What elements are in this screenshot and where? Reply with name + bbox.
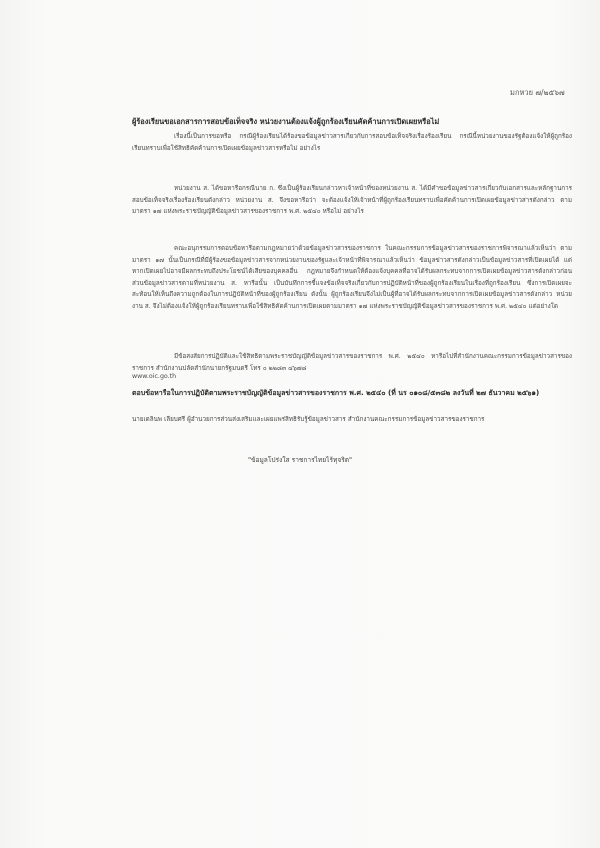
paragraph-opinion [132, 243, 572, 313]
slogan: "ข้อมูลโปร่งใส ราชการไทยไร้ทุจริต" [247, 456, 353, 464]
paragraph-contact [132, 351, 572, 374]
decision-reference: ตอบข้อหารือในการปฏิบัติตามพระราชบัญญัติข้อมูลข่าวสารของราชการ พ.ศ. ๒๕๔๐ (ที่ นร ๐๑๐๘/๕๓๘๒ ลงวันที่ ๒๗ ธันวาคม ๒๕๖๑) [132, 389, 540, 397]
paragraph-text: หน่วยงาน ส. ได้ขอหารือกรณีนาย ก. ซึ่งเป็นผู้ร้องเรียนกล่าวหาเจ้าหน้าที่ของหน่วยงาน ส. ได้มีคำขอข้อมูลข่าวสารเกี่ยวกับเอกสารและหลักฐานการสอบข้อเท็จจริงเรื่องร้องเรียนดังกล่าว หน่วยงาน ส. จึงขอหารือว่า จะต้องแจ้งให้เจ้าหน้าที่ผู้ถูกร้องเรียนทราบเพื่อคัดค้านการเปิดเผยข้อมูลข่าวสารดังกล่าว ตามมาตรา ๑๗ แห่งพระราชบัญญัติข้อมูลข่าวสารของราชการ พ.ศ. ๒๕๔๐ หรือไม่ อย่างไร [132, 185, 572, 216]
paragraph-question [132, 131, 572, 154]
paragraph-facts [132, 183, 572, 218]
signer-info: นายเดลินพ เลียบศรี ผู้อำนวยการส่วนส่งเสริมและเผยแพร่สิทธิรับรู้ข้อมูลข่าวสาร สำนักงานคณะกรรมการข้อมูลข่าวสารของราชการ [132, 416, 485, 423]
reference-number: มกหวย ๗/๒๕๖๗ [510, 88, 565, 97]
paragraph-text: เรื่องนี้เป็นการขอหรือ กรณีผู้ร้องเรียนได้ร้องขอข้อมูลข่าวสารเกี่ยวกับการสอบข้อเท็จจริงเรื่องร้องเรียน กรณีนี้หน่วยงานของรัฐต้องแจ้งให้ผู้ถูกร้องเรียนทราบเพื่อใช้สิทธิคัดค้านการเปิดเผยข้อมูลข่าวสารหรือไม่ อย่างไร [132, 133, 572, 152]
paragraph-text: มีข้อสงสัยการปฏิบัติและใช้สิทธิตามพระราชบัญญัติข้อมูลข่าวสารของราชการ พ.ศ. ๒๕๔๐ หารือไปที่สำนักงานคณะกรรมการข้อมูลข่าวสารของราชการ สำนักงานปลัดสำนักนายกรัฐมนตรี โทร ๐ ๒๒๘๓ ๔๖๗๘ [132, 353, 572, 372]
document-title: ผู้ร้องเรียนขอเอกสารการสอบข้อเท็จจริง หน่วยงานต้องแจ้งผู้ถูกร้องเรียนคัดค้านการเปิดเผยหรือไม่ [132, 117, 440, 126]
paragraph-text: คณะอนุกรรมการตอบข้อหารือตามกฎหมายว่าด้วยข้อมูลข่าวสารของราชการ ในคณะกรรมการข้อมูลข่าวสารของราชการพิจารณาแล้วเห็นว่า ตามมาตรา ๑๗ นั้นเป็นกรณีที่มีผู้ร้องขอข้อมูลข่าวสารจากหน่วยงานของรัฐและเจ้าหน้าที่พิจารณาแล้วเห็นว่า ข้อมูลข่าวสารดังกล่าวเป็นข้อมูลข่าวสารที่เปิดเผยได้ แต่หากเปิดเผยไปอาจมีผลกระทบถึงประโยชน์ได้เสียของบุคคลอื่น กฎหมายจึงกำหนดให้ต้องแจ้งบุคคลที่อาจได้รับผลกระทบจากการเปิดเผยข้อมูลข่าวสารดังกล่าวก่อน ส่วนข้อมูลข่าวสารตามที่หน่วยงาน ส. หารือนั้น เป็นบันทึกการชี้แจงข้อเท็จจริงเกี่ยวกับการปฏิบัติหน้าที่ของผู้ถูกร้องเรียนในเรื่องที่ถูกร้องเรียน ซึ่งการเปิดเผยจะสะท้อนให้เห็นถึงความถูกต้องในการปฏิบัติหน้าที่ของผู้ถูกร้องเรียน ดังนั้น ผู้ถูกร้องเรียนจึงไม่เป็นผู้ที่อาจได้รับผลกระทบจากการเปิดเผยข้อมูลข่าวสารดังกล่าว หน่วยงาน ส. จึงไม่ต้องแจ้งให้ผู้ถูกร้องเรียนทราบเพื่อใช้สิทธิคัดค้านการเปิดเผยตามมาตรา ๑๗ แห่งพระราชบัญญัติข้อมูลข่าวสารของราชการ พ.ศ. ๒๕๔๐ แต่อย่างใด [132, 245, 572, 310]
website-link[interactable]: www.oic.go.th [132, 373, 177, 380]
